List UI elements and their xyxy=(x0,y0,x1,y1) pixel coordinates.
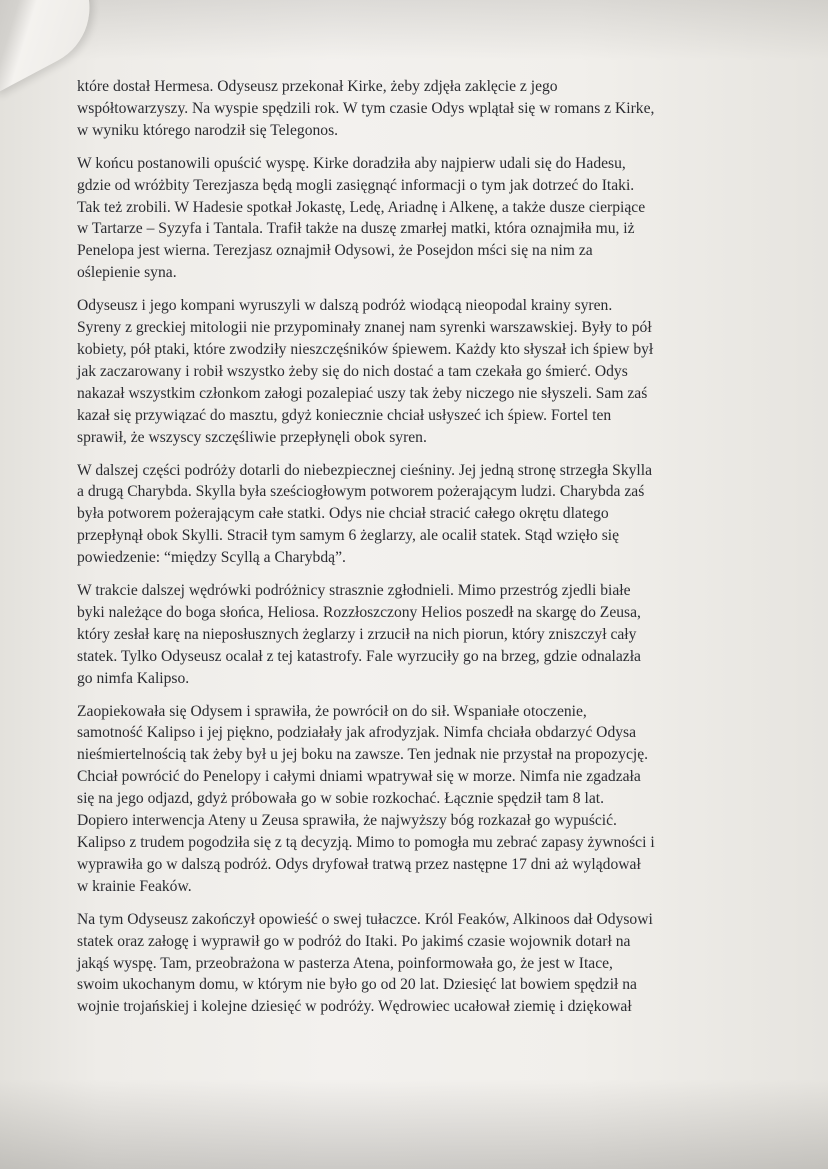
paragraph-kirke: które dostał Hermesa. Odyseusz przekonał Kirke, żeby zdjęła zaklęcie z jego współtowarzyszy. Na wyspie spędzili rok. W tym czasie Odys wplątał się w romans z Kirke, w wyniku którego narodził się Telegonos. xyxy=(77,78,655,139)
paragraph-hades: W końcu postanowili opuścić wyspę. Kirke doradziła aby najpierw udali się do Hadesu, gdzie od wróżbity Terezjasza będą mogli zasięgnąć informacji o tym jak dotrzeć do Itaki. Tak też zrobili. W Hadesie spotkał Jokastę, Ledę, Ariadnę i Alkenę, a także dusze cierpiące w Tartarze – Syzyfa i Tantala. Trafił także na duszę zmarłej matki, która oznajmiła mu, iż Penelopa jest wierna. Terezjasz oznajmił Odysowi, że Posejdon mści się na nim za oślepienie syna. xyxy=(77,154,646,282)
paragraph-helios: W trakcie dalszej wędrówki podróżnicy strasznie zgłodnieli. Mimo przestróg zjedli białe byki należące do boga słońca, Heliosa. Rozzłoszczony Helios poszedł na skargę do Zeusa, który zesłał karę na nieposłusznych żeglarzy i zrzucił na nich piorun, który zniszczył cały statek. Tylko Odyseusz ocalał z tej katastrofy. Fale wyrzuciły go na brzeg, gdzie odnalazła go nimfa Kalipso. xyxy=(77,582,641,687)
top-shadow xyxy=(0,0,828,60)
paragraph-kalipso: Zaopiekowała się Odysem i sprawiła, że powrócił on do sił. Wspaniałe otoczenie, samotność Kalipso i jej piękno, podziałały jak afrodyzjak. Nimfa chciała obdarzyć Odysa nieśmiertelnością tak żeby był u jej boku na zawsze. Ten jednak nie przystał na propozycję. Chciał powrócić do Penelopy i całymi dniami wpatrywał się w morze. Nimfa nie zgadzała się na jego odjazd, gdyż próbowała go w sobie rozkochać. Łącznie spędził tam 8 lat. Dopiero interwencja Ateny u Zeusa sprawiła, że najwyższy bóg rozkazał go wypuścić. Kalipso z trudem pogodziła się z tą decyzją. Mimo to pomogła mu zebrać zapasy żywności i wyprawiła go w dalszą podróż. Odys dryfował tratwą przez następne 17 dni aż wylądował w krainie Feaków. xyxy=(77,702,655,895)
bottom-shadow xyxy=(0,1079,828,1169)
document-text xyxy=(77,76,757,1029)
paragraph-sirens: Odyseusz i jego kompani wyruszyli w dalszą podróż wiodącą nieopodal krainy syren. Syreny z greckiej mitologii nie przypominały znanej nam syrenki warszawskiej. Były to pół kobiety, pół ptaki, które zwodziły nieszczęśników śpiewem. Każdy kto słyszał ich śpiew był jak zaczarowany i robił wszystko żeby się do nich dostać a tam czekała go śmierć. Odys nakazał wszystkim członkom załogi pozalepiać uszy tak żeby niczego nie słyszeli. Sam zaś kazał się przywiązać do masztu, gdyż koniecznie chciał usłyszeć ich śpiew. Fortel ten sprawił, że wszyscy szczęśliwie przepłynęli obok syren. xyxy=(77,297,654,446)
paragraph-phaeacians: Na tym Odyseusz zakończył opowieść o swej tułaczce. Król Feaków, Alkinoos dał Odysowi statek oraz załogę i wyprawił go w podróż do Itaki. Po jakimś czasie wojownik dotarł na jakąś wyspę. Tam, przeobrażona w pasterza Atena, poinformowała go, że jest w Itace, swoim ukochanym domu, w którym nie było go od 20 lat. Dziesięć lat bowiem spędził na wojnie trojańskiej i kolejne dziesięć w podróży. Wędrowiec ucałował ziemię i dziękował xyxy=(77,910,653,1016)
paragraph-scylla-charybdis: W dalszej części podróży dotarli do niebezpiecznej cieśniny. Jej jedną stronę strzegła Skylla a drugą Charybda. Skylla była sześciogłowym potworem pożerającym ludzi. Charybda zaś była potworem pożerającym całe statki. Odys nie chciał stracić całego okrętu dlatego przepłynął obok Skylli. Stracił tym samym 6 żeglarzy, ale ocalił statek. Stąd wzięło się powiedzenie: “między Scyllą a Charybdą”. xyxy=(77,461,653,567)
